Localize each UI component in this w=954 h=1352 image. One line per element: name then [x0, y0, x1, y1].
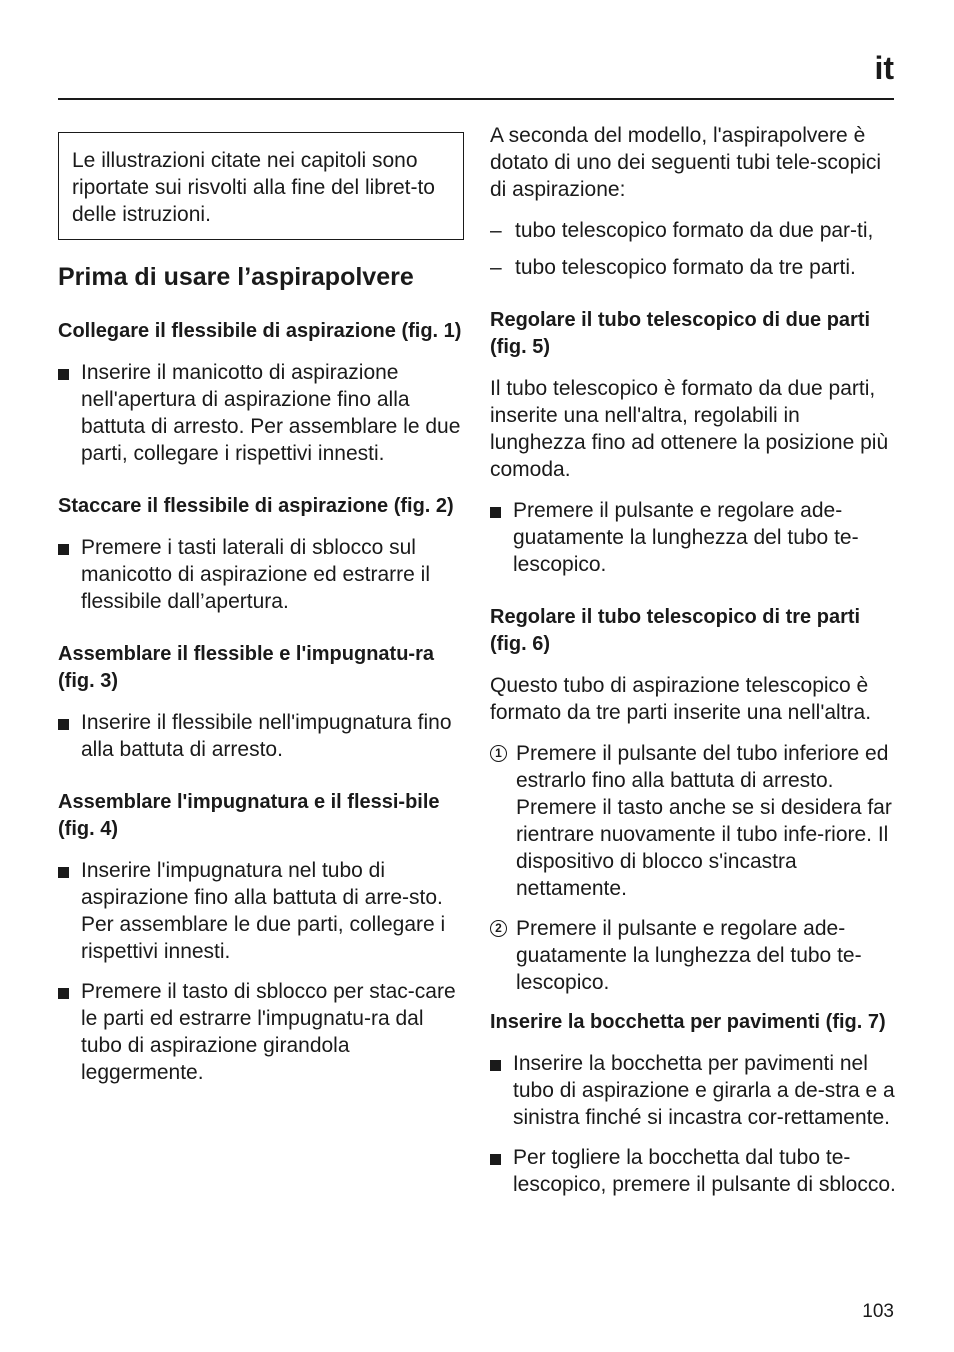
item-text: tubo telescopico formato da due par-ti, — [515, 219, 874, 242]
square-bullet-icon — [490, 1060, 501, 1071]
intro-text: A seconda del modello, l'aspirapolvere è dotato di uno dei seguenti tubi tele-scopici di aspirazione: — [490, 124, 882, 201]
item-text: tubo telescopico formato da tre parti. — [515, 256, 856, 279]
list-item — [490, 497, 896, 578]
header-rule — [58, 98, 894, 100]
list-item — [490, 1144, 896, 1198]
list-item — [490, 1050, 896, 1131]
heading-fig7: Inserire la bocchetta per pavimenti (fig. 7) — [490, 1011, 886, 1033]
body-text: Il tubo telescopico è formato da due parti, inserite una nell'altra, regolabili in lunghezza fino ad ottenere la posizione più comoda. — [490, 377, 889, 481]
number-circle-icon: 1 — [490, 745, 507, 762]
item-text: Premere i tasti laterali di sblocco sul manicotto di aspirazione ed estrarre il flessibile dall’apertura. — [81, 536, 431, 613]
numbered-item — [490, 915, 896, 996]
heading-fig3: Assemblare il flessible e l'impugnatu-ra (fig. 3) — [58, 643, 434, 692]
dash-item — [490, 217, 896, 244]
item-text: Inserire l'impugnatura nel tubo di aspirazione fino alla battuta di arre-sto. Per assemblare le due parti, collegare i rispettivi innesti. — [81, 859, 446, 963]
body-text: Questo tubo di aspirazione telescopico è formato da tre parti inserite una nell'altra. — [490, 674, 872, 724]
left-column — [58, 122, 464, 1099]
item-text: Premere il pulsante del tubo inferiore ed estrarlo fino alla battuta di arresto. Premere il tasto anche se si desidera far rientrare nuovamente il tubo infe-riore. Il dispositivo di blocco s'incastra nettamente. — [516, 742, 892, 900]
item-text: Premere il tasto di sblocco per stac-care le parti ed estrarre l'impugnatu-ra dal tubo di aspirazione girandola leggermente. — [81, 980, 456, 1084]
square-bullet-icon — [58, 719, 69, 730]
item-text: Inserire la bocchetta per pavimenti nel tubo di aspirazione e girarla a de-stra e a sinistra finché si incastra cor-rettamente. — [513, 1052, 895, 1129]
language-label: it — [874, 50, 894, 86]
square-bullet-icon — [58, 988, 69, 999]
list-item — [58, 359, 464, 467]
item-text: Inserire il flessibile nell'impugnatura fino alla battuta di arresto. — [81, 711, 452, 761]
right-column — [490, 122, 896, 1211]
item-text: Inserire il manicotto di aspirazione nell'apertura di aspirazione fino alla battuta di arresto. Per assemblare le due parti, collegare i rispettivi innesti. — [81, 361, 461, 465]
dash-item — [490, 254, 896, 281]
item-text: Premere il pulsante e regolare ade-guatamente la lunghezza del tubo te-lescopico. — [516, 917, 862, 994]
heading-fig2: Staccare il flessibile di aspirazione (fig. 2) — [58, 495, 454, 517]
page-number: 103 — [862, 1301, 894, 1322]
square-bullet-icon — [490, 1154, 501, 1165]
dash-icon: – — [490, 219, 502, 242]
list-item — [58, 978, 464, 1086]
heading-fig5: Regolare il tubo telescopico di due parti (fig. 5) — [490, 309, 871, 358]
square-bullet-icon — [58, 544, 69, 555]
square-bullet-icon — [58, 867, 69, 878]
list-item — [58, 709, 464, 763]
number-circle-icon: 2 — [490, 920, 507, 937]
note-box: Le illustrazioni citate nei capitoli sono riportate sui risvolti alla fine del libret-to delle istruzioni. — [58, 132, 464, 240]
heading-fig6: Regolare il tubo telescopico di tre parti (fig. 6) — [490, 606, 861, 655]
section-title: Prima di usare l’aspirapolvere — [58, 263, 414, 291]
item-text: Premere il pulsante e regolare ade-guatamente la lunghezza del tubo te-lescopico. — [513, 499, 859, 576]
square-bullet-icon — [58, 369, 69, 380]
heading-fig4: Assemblare l'impugnatura e il flessi-bile (fig. 4) — [58, 791, 440, 840]
list-item — [58, 534, 464, 615]
numbered-item — [490, 740, 896, 902]
heading-fig1: Collegare il flessibile di aspirazione (fig. 1) — [58, 320, 462, 342]
item-text: Per togliere la bocchetta dal tubo te-lescopico, premere il pulsante di sblocco. — [513, 1146, 896, 1196]
dash-icon: – — [490, 256, 502, 279]
list-item — [58, 857, 464, 965]
square-bullet-icon — [490, 507, 501, 518]
